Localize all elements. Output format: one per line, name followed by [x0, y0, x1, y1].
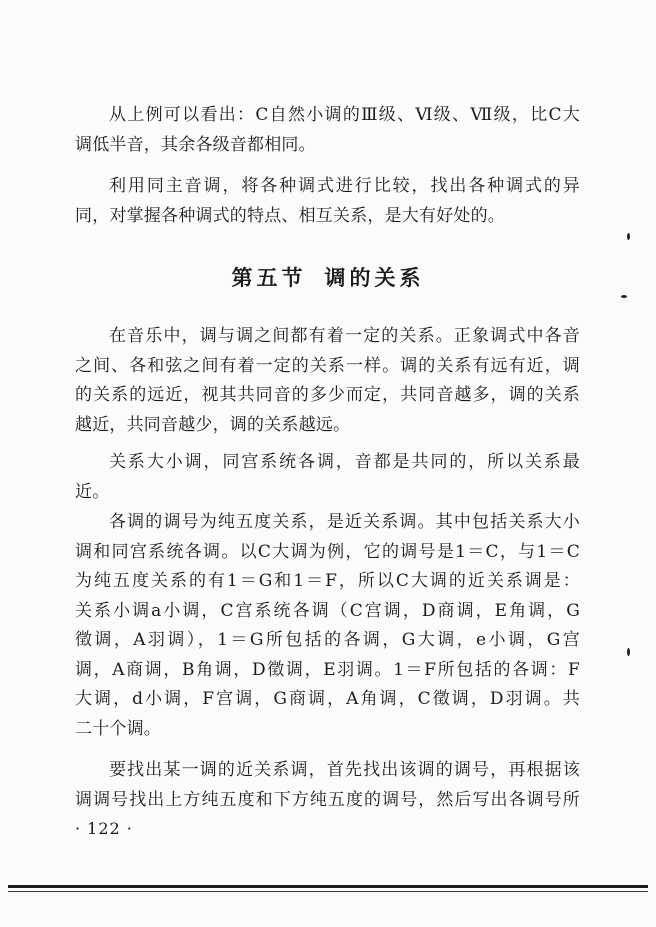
scan-speck [627, 648, 630, 656]
text-line: 调和同宫系统各调。以C大调为例，它的调号是1＝C，与1＝C [75, 541, 580, 562]
scan-speck [621, 295, 627, 298]
paragraph-closest-relations [75, 448, 580, 507]
section-title: 调的关系 [324, 265, 425, 290]
section-number: 第五节 [231, 265, 307, 290]
scan-speck [627, 233, 630, 240]
text-line: 从上例可以看出：C自然小调的Ⅲ级、Ⅵ级、Ⅶ级，比C大 [109, 105, 580, 125]
text-line: 越近，共同音越少，调的关系越远。 [75, 414, 351, 435]
text-line: 调，A商调，B角调，D徵调，E羽调。1＝F所包括的各调：F [75, 659, 580, 680]
text-line: 关系大小调，同宫系统各调，音都是共同的，所以关系最 [109, 452, 580, 472]
text-line: 调低半音，其余各级音都相同。 [75, 134, 316, 155]
paragraph-near-related-keys [75, 508, 580, 744]
text-line: 要找出某一调的近关系调，首先找出该调的调号，再根据该 [109, 760, 580, 780]
page-number: · 122 · [75, 819, 133, 838]
bottom-rule-thin [8, 891, 648, 892]
paragraph-relative-minor-comparison [75, 101, 580, 160]
text-line: 同，对掌握各种调式的特点、相互关系，是大有好处的。 [75, 205, 505, 226]
text-line: 利用同主音调，将各种调式进行比较，找出各种调式的异 [109, 176, 580, 196]
text-line: 大调，d小调，F宫调，G商调，A角调，C徵调，D羽调。共 [75, 689, 580, 709]
text-line: 的关系的远近，视其共同音的多少而定，共同音越多，调的关系 [75, 385, 580, 405]
text-line: 为纯五度关系的有1＝G和1＝F，所以C大调的近关系调是： [75, 571, 580, 591]
paragraph-finding-near-keys [75, 756, 580, 815]
section-heading [0, 262, 656, 292]
paragraph-key-relationships-intro [75, 322, 580, 440]
text-line: 徵调，A羽调），1＝G所包括的各调，G大调，e小调，G宫 [75, 630, 580, 650]
text-line: 在音乐中，调与调之间都有着一定的关系。正象调式中各音 [109, 326, 580, 346]
text-line: 调调号找出上方纯五度和下方纯五度的调号，然后写出各调号所 [75, 789, 580, 810]
text-line: 近。 [75, 481, 110, 502]
bottom-rule [8, 885, 648, 888]
text-line: 二十个调。 [75, 718, 161, 739]
text-line: 之间、各和弦之间有着一定的关系一样。调的关系有远有近，调 [75, 355, 580, 376]
paragraph-parallel-key-usage [75, 172, 580, 231]
text-line: 各调的调号为纯五度关系，是近关系调。其中包括关系大小 [109, 512, 580, 532]
text-line: 关系小调a小调，C宫系统各调（C宫调，D商调，E角调，G [75, 600, 580, 621]
